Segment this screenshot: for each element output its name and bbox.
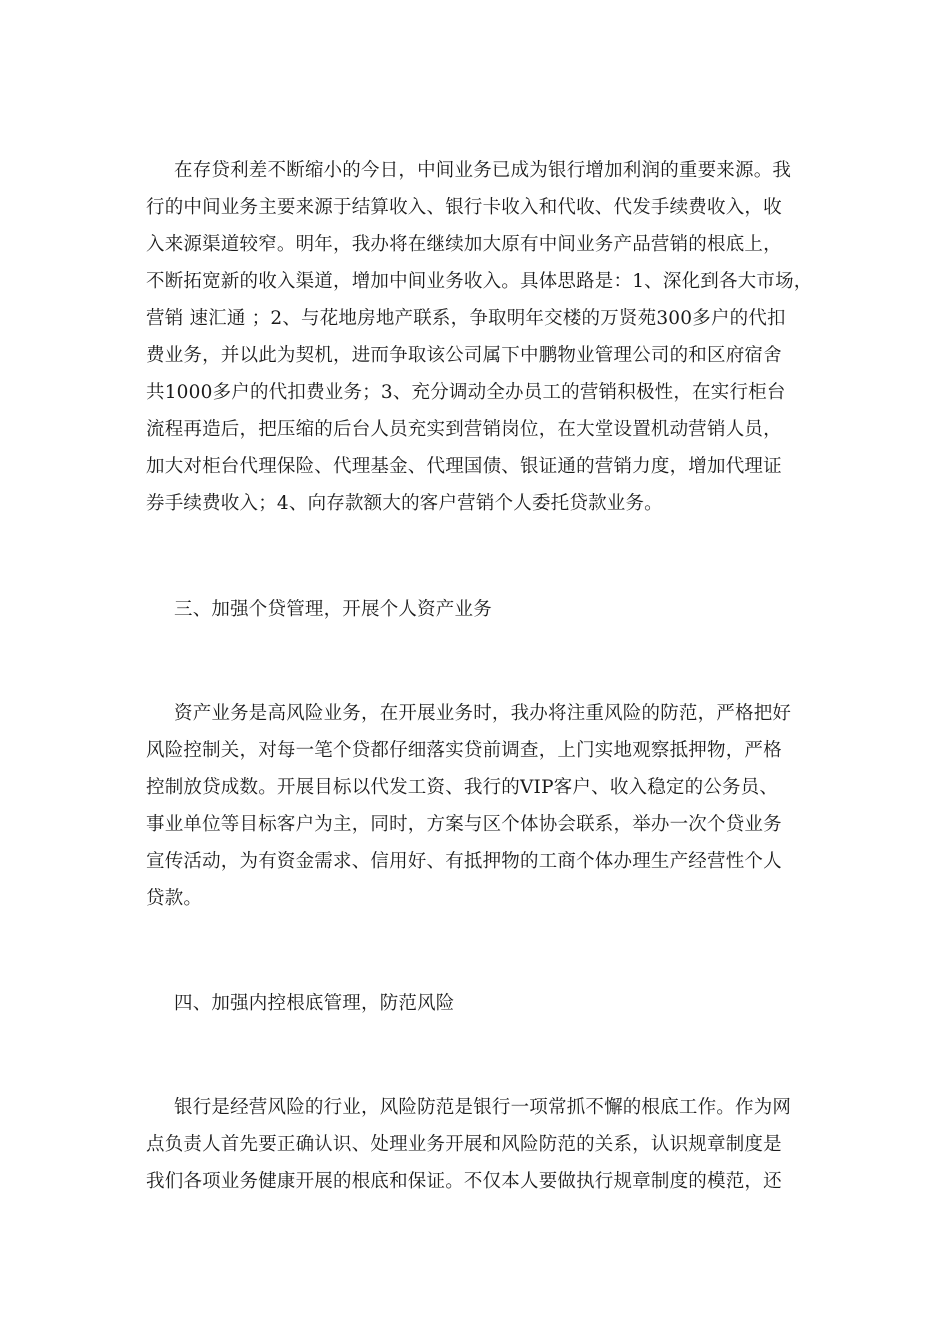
text-line: 我们各项业务健康开展的根底和保证。不仅本人要做执行规章制度的模范，还 xyxy=(146,1171,782,1192)
section-heading-4: 四、加强内控根底管理，防范风险 xyxy=(174,993,455,1014)
text-line: 宣传活动，为有资金需求、信用好、有抵押物的工商个体办理生产经营性个人 xyxy=(146,851,782,872)
text-line: 入来源渠道较窄。明年，我办将在继续加大原有中间业务产品营销的根底上， xyxy=(146,234,782,255)
text-line: 流程再造后，把压缩的后台人员充实到营销岗位，在大堂设置机动营销人员， xyxy=(146,419,782,440)
text-line: 行的中间业务主要来源于结算收入、银行卡收入和代收、代发手续费收入，收 xyxy=(146,197,782,218)
section-heading-3: 三、加强个贷管理，开展个人资产业务 xyxy=(174,599,492,620)
text-line: 风险控制关，对每一笔个贷都仔细落实贷前调查，上门实地观察抵押物，严格 xyxy=(146,740,782,761)
text-line: 事业单位等目标客户为主，同时，方案与区个体协会联系，举办一次个贷业务 xyxy=(146,814,782,835)
text-line: 点负责人首先要正确认识、处理业务开展和风险防范的关系，认识规章制度是 xyxy=(146,1134,782,1155)
text-line: 不断拓宽新的收入渠道，增加中间业务收入。具体思路是：1、深化到各大市场， xyxy=(146,271,813,292)
text-line: 资产业务是高风险业务，在开展业务时，我办将注重风险的防范，严格把好 xyxy=(174,703,792,724)
text-line: 加大对柜台代理保险、代理基金、代理国债、银证通的营销力度，增加代理证 xyxy=(146,456,782,477)
text-line: 贷款。 xyxy=(146,888,203,909)
text-line: 共1000多户的代扣费业务；3、充分调动全办员工的营销积极性，在实行柜台 xyxy=(146,382,786,403)
text-line: 在存贷利差不断缩小的今日，中间业务已成为银行增加利润的重要来源。我 xyxy=(174,160,792,181)
text-line: 营销 速汇通 ；2、与花地房地产联系，争取明年交楼的万贤苑300多户的代扣 xyxy=(146,308,786,329)
text-line: 券手续费收入；4、向存款额大的客户营销个人委托贷款业务。 xyxy=(146,493,663,514)
text-line: 银行是经营风险的行业，风险防范是银行一项常抓不懈的根底工作。作为网 xyxy=(174,1097,792,1118)
text-line: 费业务，并以此为契机，进而争取该公司属下中鹏物业管理公司的和区府宿舍 xyxy=(146,345,782,366)
text-line: 控制放贷成数。开展目标以代发工资、我行的VIP客户、收入稳定的公务员、 xyxy=(146,777,779,798)
